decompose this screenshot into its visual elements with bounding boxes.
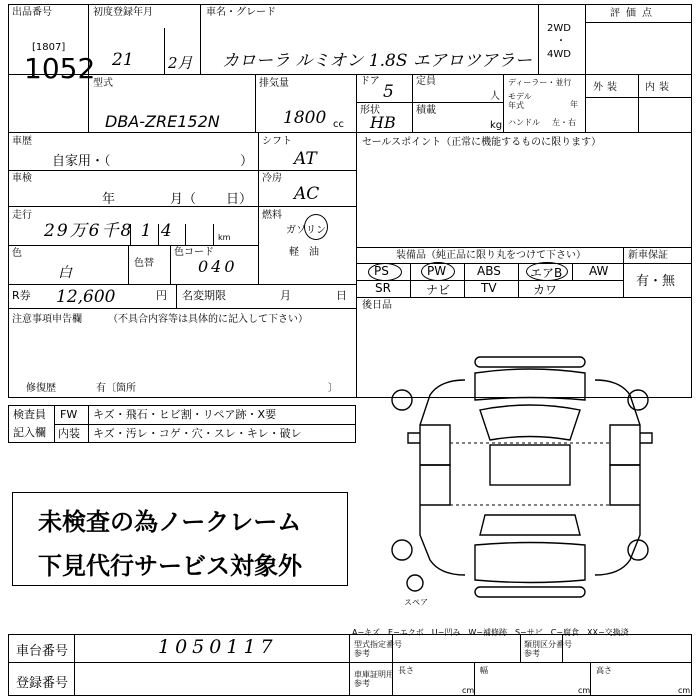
equip-airbag: エアB — [530, 266, 563, 280]
notes-subtitle: （不具合内容等は具体的に記入して下さい） — [108, 314, 308, 325]
equip-navi: ナビ — [426, 283, 451, 297]
lot-label: 出品番号 — [12, 7, 52, 18]
doors-value: 5 — [383, 82, 394, 102]
notice-line-2: 下見代行サービス対象外 — [38, 552, 302, 580]
notes-title: 注意事項申告欄 — [12, 314, 82, 325]
car-name-value: カローラ ルミオン 1.8S エアロツアラー — [222, 51, 532, 71]
recycle-label: R券 — [12, 289, 31, 302]
inspector-label-2: 記入欄 — [13, 426, 46, 439]
inspection-label: 車検 — [12, 173, 32, 184]
doors-label: ドア — [360, 76, 380, 87]
chassis-value: 1050117 — [158, 636, 278, 658]
displacement-unit: cc — [333, 119, 344, 130]
car-diagram — [380, 355, 660, 615]
fuel-gas: ガソリン — [286, 225, 326, 236]
shift-value: AT — [294, 149, 317, 169]
displacement-value: 1800 — [283, 108, 327, 128]
handle-label: ハンドル — [508, 118, 540, 127]
equipment-title: 装備品（純正品に限り丸をつけて下さい） — [396, 250, 586, 261]
dealer-label: ディーラー・並行 — [508, 78, 572, 87]
load-unit: kg — [490, 120, 503, 131]
shift-label: シフト — [262, 136, 292, 147]
int-text: キズ・汚レ・コゲ・穴・スレ・キレ・破レ — [93, 427, 302, 440]
fuel-diesel: 軽 油 — [289, 247, 319, 258]
model-year-unit: 年 — [570, 100, 578, 109]
int-label: 内装 — [58, 427, 80, 440]
sales-point-label: セールスポイント（正常に機能するものに限ります） — [362, 137, 602, 148]
color-code-label: 色コード — [174, 247, 214, 258]
cert-label: 車庫証明用 参考 — [354, 670, 394, 688]
shape-value: HB — [370, 113, 396, 132]
notice-line-1: 未検査の為ノークレーム — [38, 508, 302, 536]
equip-ps-circle — [368, 263, 402, 281]
new-car-warranty-label: 新車保証 — [628, 250, 668, 261]
first-reg-year: 21 — [112, 50, 134, 70]
mileage-label: 走行 — [12, 210, 32, 221]
equip-pw-circle — [421, 262, 455, 281]
width-unit: cm — [578, 686, 591, 695]
color-label: 色 — [12, 248, 22, 259]
drive-4wd: 4WD — [547, 49, 571, 60]
fw-text: キズ・飛石・ヒビ割・リペア跡・X要 — [93, 408, 277, 421]
later-docs-label: 後日品 — [362, 300, 392, 311]
color-change-label: 色替 — [134, 258, 154, 269]
lot-number: 1052 — [24, 52, 96, 85]
repair-close: 〕 — [328, 383, 338, 394]
equip-leather: カワ — [533, 283, 558, 297]
mileage-unit: km — [218, 233, 231, 242]
usage-close: ） — [240, 154, 254, 169]
equip-airbag-circle — [526, 262, 568, 281]
name-change-month: 月 — [280, 289, 291, 302]
reg-label: 登録番号 — [16, 676, 69, 691]
aircon-value: AC — [294, 184, 320, 204]
lot-code: [1807] — [32, 42, 66, 53]
color-code-value: 040 — [198, 257, 238, 276]
length-label: 長さ — [398, 666, 414, 675]
spare-label: スペア — [404, 598, 428, 607]
damage-legend: A−キズ E−エクボ U−凹み W−補修跡 S−サビ C−腐食 XX−交換済 — [352, 628, 629, 637]
equip-aw: AW — [589, 264, 609, 278]
capacity-unit: 人 — [490, 91, 500, 102]
displacement-label: 排気量 — [259, 78, 289, 89]
equip-tv: TV — [481, 281, 497, 295]
height-label: 高さ — [596, 666, 612, 675]
class-label: 類別区分番号 参考 — [524, 640, 572, 658]
load-label: 積載 — [416, 105, 436, 116]
drive-dot: ・ — [556, 36, 566, 47]
inspection-month: 月（ — [170, 192, 197, 207]
type-cert-label: 型式指定番号 参考 — [354, 640, 402, 658]
inspector-label-1: 検査員 — [13, 408, 46, 421]
capacity-label: 定員 — [416, 76, 436, 87]
first-reg-month: 2月 — [168, 54, 193, 72]
mileage-value: 29万6千8 1 4 — [44, 221, 174, 241]
recycle-unit: 円 — [156, 289, 167, 302]
fuel-label: 燃料 — [262, 210, 282, 221]
first-reg-label: 初度登録年月 — [93, 7, 153, 18]
model-label: 型式 — [93, 78, 113, 89]
height-unit: cm — [678, 686, 691, 695]
chassis-label: 車台番号 — [16, 644, 69, 659]
aircon-label: 冷房 — [262, 173, 282, 184]
name-change-label: 名変期限 — [182, 289, 226, 302]
rating-label: 評価点 — [610, 8, 658, 19]
usage-value: 自家用・（ — [52, 154, 111, 169]
inspection-year: 年 — [102, 192, 116, 207]
recycle-value: 12,600 — [56, 287, 116, 307]
width-label: 幅 — [480, 666, 488, 675]
drive-2wd: 2WD — [547, 23, 571, 34]
equip-pw: PW — [427, 264, 447, 278]
fuel-gas-circle — [304, 214, 328, 240]
interior-label: 内装 — [645, 82, 673, 93]
handle-options: 左・右 — [552, 118, 576, 127]
model-year-label: モデル 年式 — [508, 92, 532, 110]
usage-label: 車歴 — [12, 136, 32, 147]
length-unit: cm — [462, 686, 475, 695]
repair-value: 有〔箇所 — [96, 383, 136, 394]
equip-sr: SR — [375, 281, 391, 295]
car-name-label: 車名・グレード — [206, 7, 276, 18]
color-value: 白 — [58, 265, 72, 281]
name-change-day: 日 — [336, 289, 347, 302]
exterior-label: 外装 — [593, 82, 621, 93]
shape-label: 形状 — [360, 105, 380, 116]
fw-label: FW — [60, 408, 78, 421]
equip-ps: PS — [374, 264, 389, 278]
model-value: DBA-ZRE152N — [105, 112, 220, 131]
repair-label: 修復歴 — [26, 383, 56, 394]
inspection-day: 日） — [226, 192, 253, 207]
equip-abs: ABS — [477, 264, 501, 278]
new-car-warranty-value: 有・無 — [636, 274, 676, 289]
